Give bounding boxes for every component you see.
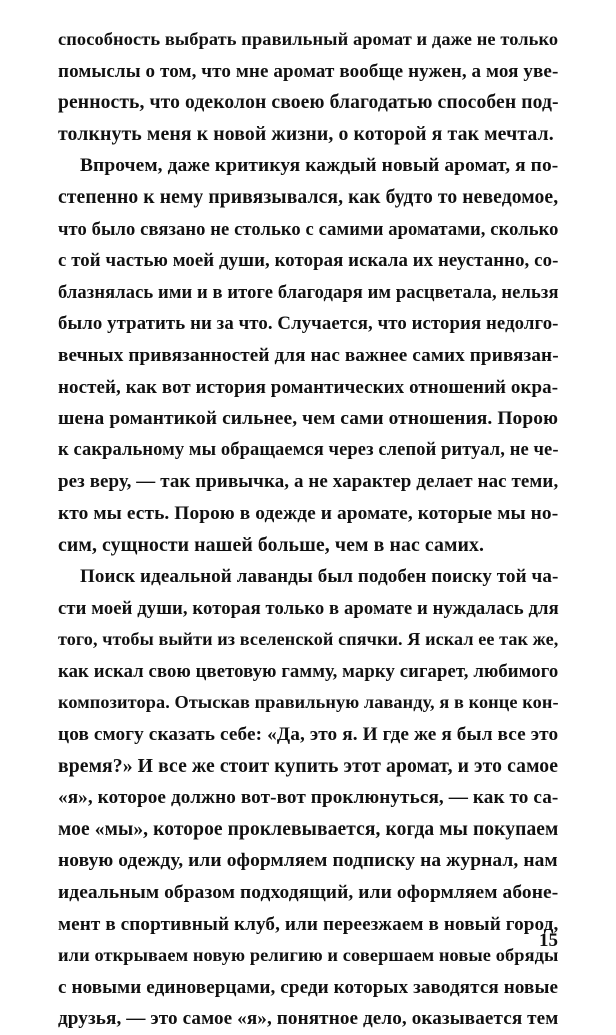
text-line: того, чтобы выйти из вселенской спячки. Я искал ее так же, [58, 629, 559, 650]
text-line: или открываем новую религию и совершаем новые обряды [58, 945, 559, 966]
text-line: шена романтикой сильнее, чем сами отношения. Порою [58, 408, 559, 430]
text-line: способность выбрать правильный аромат и даже не только [58, 29, 559, 49]
text-line: новую одежду, или оформляем подписку на журнал, нам [58, 850, 558, 872]
body-text [58, 24, 558, 1035]
text-line: идеальным образом подходящий, или оформляем абоне- [58, 882, 559, 904]
text-line: к сакральному мы обращаемся через слепой ритуал, не че- [58, 439, 559, 460]
text-line: было утратить ни за что. Случается, что история недолго- [58, 313, 559, 335]
text-line: сти моей души, которая только в аромате и нуждалась для [58, 597, 559, 619]
text-line: ностей, как вот история романтических отношений окра- [58, 376, 559, 398]
text-line: степенно к нему привязывался, как будто то неведомое, [58, 185, 559, 208]
page-number: 15 [539, 930, 558, 951]
text-line: помыслы о том, что мне аромат вообще нужен, а моя уве- [58, 60, 559, 82]
text-line: ренность, что одеколон своею благодатью способен под- [58, 92, 559, 114]
text-line: композитора. Отыскав правильную лаванду, я в конце кон- [58, 692, 559, 713]
text-line: мент в спортивный клуб, или переезжаем в новый город, [58, 913, 559, 935]
text-line: рез веру, — так привычка, а не характер делает нас теми, [58, 471, 559, 493]
text-line: кто мы есть. Порою в одежде и аромате, которые мы но- [58, 502, 559, 524]
text-line: мое «мы», которое проклевывается, когда мы покупаем [58, 818, 559, 840]
text-line: время?» И все же стоит купить этот аромат, и это самое [58, 754, 559, 777]
text-line: цов смогу сказать себе: «Да, это я. И где же я был все это [58, 724, 559, 746]
text-line: «я», которое должно вот-вот проклюнуться, — как то са- [58, 787, 559, 809]
text-line: толкнуть меня к новой жизни, о которой я так мечтал. [58, 122, 554, 145]
text-line: блазнялась ими и в итоге благодаря им расцветала, нельзя [58, 281, 559, 303]
text-line: что было связано не столько с самими ароматами, сколько [58, 218, 559, 240]
text-line: как искал свою цветовую гамму, марку сигарет, любимого [58, 660, 559, 682]
text-line: Впрочем, даже критикуя каждый новый аромат, я по- [80, 155, 559, 177]
text-line: вечных привязанностей для нас важнее самих привязан- [58, 344, 559, 366]
text-line: сим, сущности нашей больше, чем в нас самих. [58, 533, 485, 556]
text-line: Поиск идеальной лаванды был подобен поиску той ча- [80, 566, 559, 588]
text-line: друзья, — это самое «я», понятное дело, оказывается тем [58, 1008, 559, 1030]
text-line: с той частью моей души, которая искала их неустанно, со- [58, 250, 559, 272]
text-line: с новыми единоверцами, среди которых заводятся новые [58, 976, 559, 998]
